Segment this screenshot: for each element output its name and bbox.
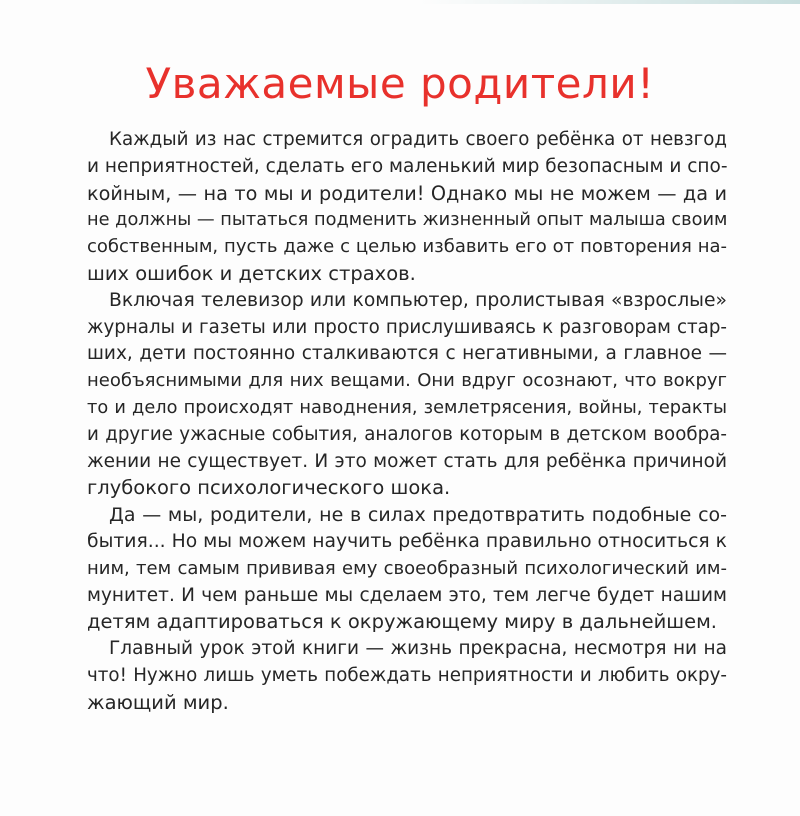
text-line: и неприятностей, сделать его маленький мир безопасным и спо- [87, 155, 728, 177]
text-line: жающий мир. [87, 690, 229, 714]
text-line: и другие ужасные события, аналогов которым в детском вообра- [87, 423, 727, 445]
text-line: глубокого психологического шока. [87, 476, 451, 500]
text-line: собственным, пусть даже с целью избавить его от повторения на- [87, 236, 727, 258]
text-line: Главный урок этой книги — жизнь прекрасна, несмотря ни на [109, 638, 727, 660]
paragraph-3 [87, 502, 727, 636]
text-line: необъяснимыми для них вещами. Они вдруг осознают, что вокруг [87, 370, 727, 392]
text-line: не должны — пытаться подменить жизненный опыт малыша своим [87, 210, 728, 231]
text-line: Да — мы, родители, не в силах предотвратить подобные со- [109, 504, 727, 527]
text-line: журналы и газеты или просто прислушиваясь к разговорам стар- [87, 316, 727, 338]
text-line: детям адаптироваться к окружающему миру в дальнейшем. [87, 610, 717, 634]
text-line: бытия... Но мы можем научить ребёнка правильно относиться к [87, 530, 727, 552]
text-line: Каждый из нас стремится оградить своего ребёнка от невзгод [109, 129, 727, 150]
page-edge-shadow [420, 0, 800, 4]
text-line: койным, — на то мы и родители! Однако мы не можем — да и [87, 181, 727, 205]
text-line: мунитет. И чем раньше мы сделаем это, тем легче будет нашим [87, 584, 727, 606]
page-title: Уважаемые родители! [145, 59, 655, 108]
text-line: Включая телевизор или компьютер, пролистывая «взрослые» [109, 289, 727, 311]
paragraph-4 [87, 636, 727, 716]
body-text [87, 127, 727, 717]
text-line: ним, тем самым прививая ему своеобразный психологический им- [87, 557, 727, 579]
paragraph-2 [87, 288, 727, 502]
text-line: жении не существует. И это может стать для ребёнка причиной [87, 450, 727, 472]
text-line: то и дело происходят наводнения, землетрясения, войны, теракты [87, 397, 727, 418]
text-line: ших ошибок и детских страхов. [87, 261, 416, 285]
paragraph-1 [87, 127, 727, 288]
text-line: что! Нужно лишь уметь побеждать неприятности и любить окру- [87, 664, 727, 686]
text-line: ших, дети постоянно сталкиваются с негативными, а главное — [87, 343, 727, 365]
